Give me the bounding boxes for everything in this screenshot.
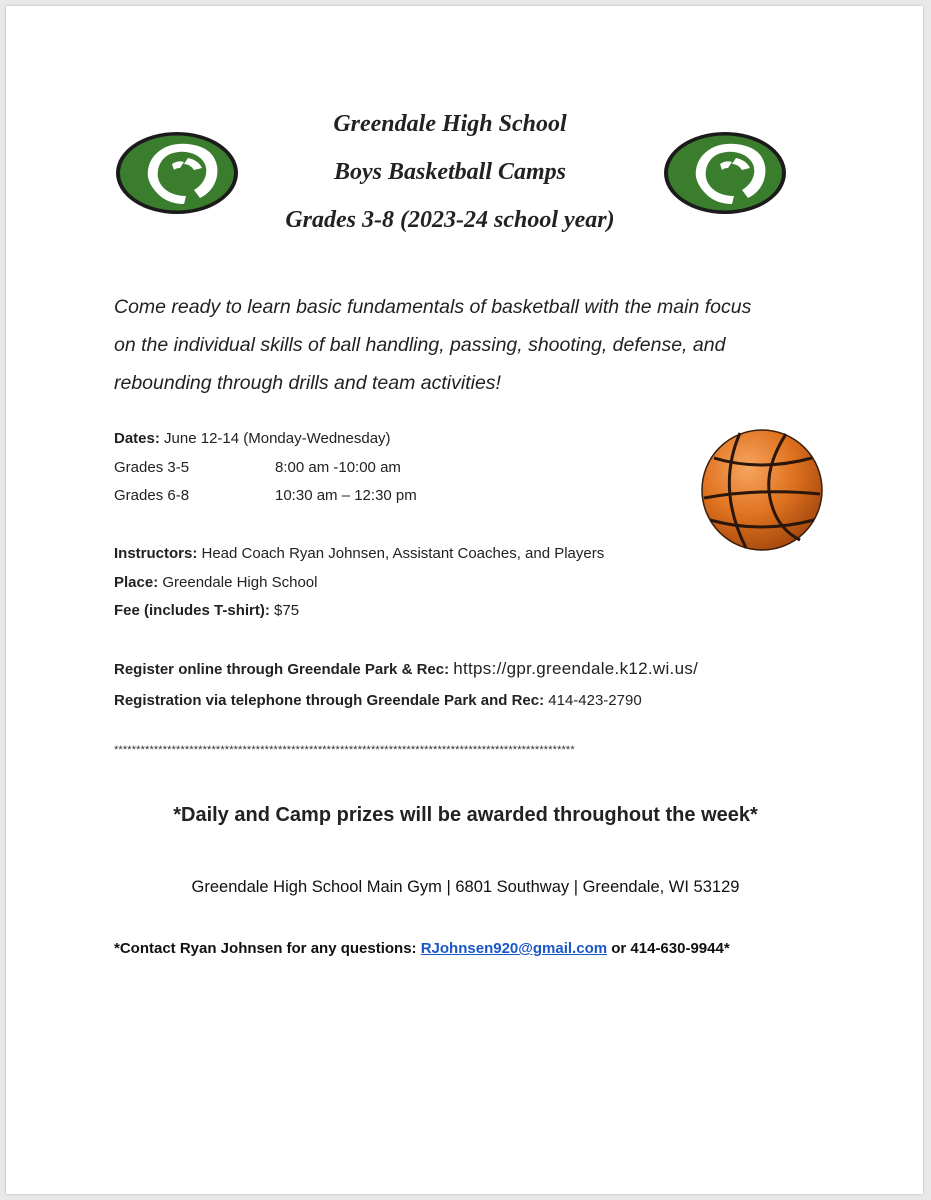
schedule-grades: Grades 6-8 — [114, 487, 190, 504]
fee-row — [114, 602, 299, 619]
fee-value: $75 — [269, 602, 300, 619]
schedule-grades: Grades 3-5 — [114, 459, 190, 476]
fee-label: Fee (includes T-shirt): — [114, 602, 270, 619]
contact-email-link[interactable]: RJohnsen920@gmail.com — [420, 940, 608, 957]
place-row — [114, 574, 317, 591]
grades-line: Grades 3-8 (2023-24 school year) — [285, 207, 615, 233]
asterisk-divider: ******************************************************************************************************** — [114, 744, 575, 756]
dates-row — [114, 430, 391, 447]
schedule-time: 10:30 am – 12:30 pm — [275, 487, 417, 504]
register-online-label: Register online through Greendale Park & Rec: — [114, 661, 450, 678]
schedule-row — [114, 459, 401, 476]
intro-line: on the individual skills of ball handling, passing, shooting, defense, and — [114, 334, 726, 356]
instructors-label: Instructors: — [114, 545, 198, 562]
intro-paragraph — [114, 288, 834, 402]
contact-prefix: *Contact Ryan Johnsen for any questions: — [114, 940, 421, 957]
panther-logo-icon — [114, 130, 240, 216]
register-online-row — [114, 659, 698, 679]
camp-name: Boys Basketball Camps — [333, 159, 567, 185]
intro-line: rebounding through drills and team activities! — [114, 372, 501, 394]
gym-address: Greendale High School Main Gym | 6801 Southway | Greendale, WI 53129 — [191, 878, 740, 896]
school-name: Greendale High School — [333, 111, 567, 137]
register-phone-row — [114, 692, 642, 709]
contact-line — [114, 940, 730, 957]
basketball-icon — [700, 428, 824, 552]
place-label: Place: — [114, 574, 159, 591]
dates-label: Dates: — [114, 430, 160, 447]
place-value: Greendale High School — [158, 574, 318, 591]
register-phone-label: Registration via telephone through Greendale Park and Rec: — [114, 692, 545, 709]
instructors-value: Head Coach Ryan Johnsen, Assistant Coaches, and Players — [197, 545, 605, 562]
panther-logo-icon — [662, 130, 788, 216]
prizes-note: *Daily and Camp prizes will be awarded throughout the week* — [173, 804, 758, 826]
intro-line: Come ready to learn basic fundamentals of basketball with the main focus — [114, 296, 752, 318]
contact-suffix: or 414-630-9944* — [607, 940, 730, 957]
dates-value: June 12-14 (Monday-Wednesday) — [159, 430, 391, 447]
register-online-url[interactable]: https://gpr.greendale.k12.wi.us/ — [453, 659, 699, 678]
instructors-row — [114, 545, 604, 562]
schedule-time: 8:00 am -10:00 am — [275, 459, 401, 476]
register-phone-value: 414-423-2790 — [544, 692, 642, 709]
flyer-title — [250, 112, 650, 232]
schedule-row — [114, 487, 417, 504]
